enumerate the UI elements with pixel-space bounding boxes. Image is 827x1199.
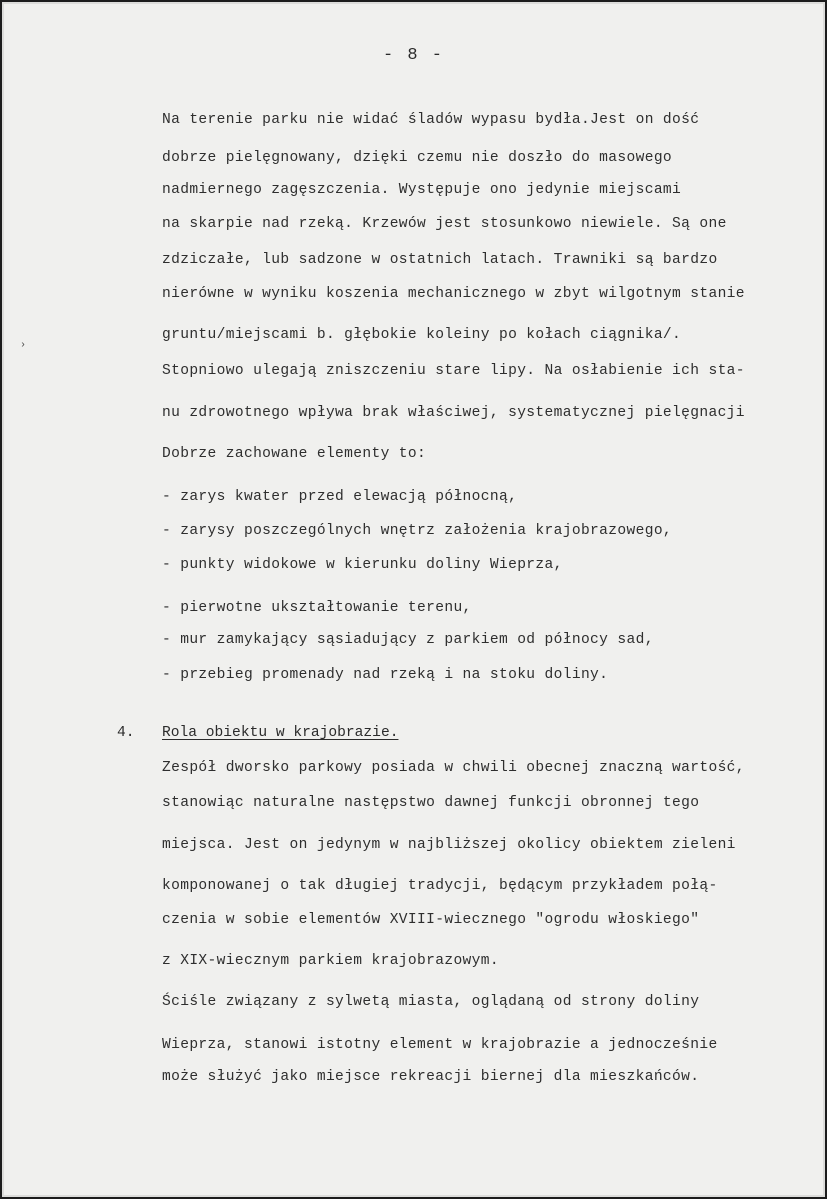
list-item: - przebieg promenady nad rzeką i na stoku doliny. — [162, 667, 609, 683]
text-line: na skarpie nad rzeką. Krzewów jest stosunkowo niewiele. Są one — [162, 216, 727, 232]
section-number: 4. — [117, 725, 135, 741]
text-line: nu zdrowotnego wpływa brak właściwej, systematycznej pielęgnacji — [162, 405, 745, 421]
list-item: - zarysy poszczególnych wnętrz założenia krajobrazowego, — [162, 523, 673, 539]
text-line: miejsca. Jest on jedynym w najbliższej okolicy obiektem zieleni — [162, 837, 736, 853]
list-item: - pierwotne ukształtowanie terenu, — [162, 600, 472, 616]
section-heading: Rola obiektu w krajobrazie. — [162, 725, 399, 741]
text-line: Dobrze zachowane elementy to: — [162, 446, 427, 462]
list-item: - zarys kwater przed elewacją północną, — [162, 489, 518, 505]
text-line: czenia w sobie elementów XVIII-wiecznego "ogrodu włoskiego" — [162, 912, 700, 928]
text-line: zdziczałe, lub sadzone w ostatnich latach. Trawniki są bardzo — [162, 252, 718, 268]
list-item: - punkty widokowe w kierunku doliny Wieprza, — [162, 557, 563, 573]
text-line: z XIX-wiecznym parkiem krajobrazowym. — [162, 953, 499, 969]
text-line: Zespół dworsko parkowy posiada w chwili obecnej znaczną wartość, — [162, 760, 745, 776]
text-line: może służyć jako miejsce rekreacji biernej dla mieszkańców. — [162, 1069, 700, 1085]
margin-mark: › — [20, 340, 27, 351]
text-line: Stopniowo ulegają zniszczeniu stare lipy. Na osłabienie ich sta- — [162, 363, 745, 379]
text-line: Na terenie parku nie widać śladów wypasu bydła.Jest on dość — [162, 112, 700, 128]
text-line: Ściśle związany z sylwetą miasta, oglądaną od strony doliny — [162, 994, 700, 1010]
text-line: komponowanej o tak długiej tradycji, będącym przykładem połą- — [162, 878, 718, 894]
list-item: - mur zamykający sąsiadujący z parkiem od północy sad, — [162, 632, 654, 648]
page-number: - 8 - — [382, 46, 444, 65]
text-line: Wieprza, stanowi istotny element w krajobrazie a jednocześnie — [162, 1037, 718, 1053]
text-line: stanowiąc naturalne następstwo dawnej funkcji obronnej tego — [162, 795, 700, 811]
text-line: nadmiernego zagęszczenia. Występuje ono jedynie miejscami — [162, 182, 682, 198]
text-line: dobrze pielęgnowany, dzięki czemu nie doszło do masowego — [162, 150, 673, 166]
text-line: gruntu/miejscami b. głębokie koleiny po kołach ciągnika/. — [162, 327, 682, 343]
text-line: nierówne w wyniku koszenia mechanicznego w zbyt wilgotnym stanie — [162, 286, 745, 302]
